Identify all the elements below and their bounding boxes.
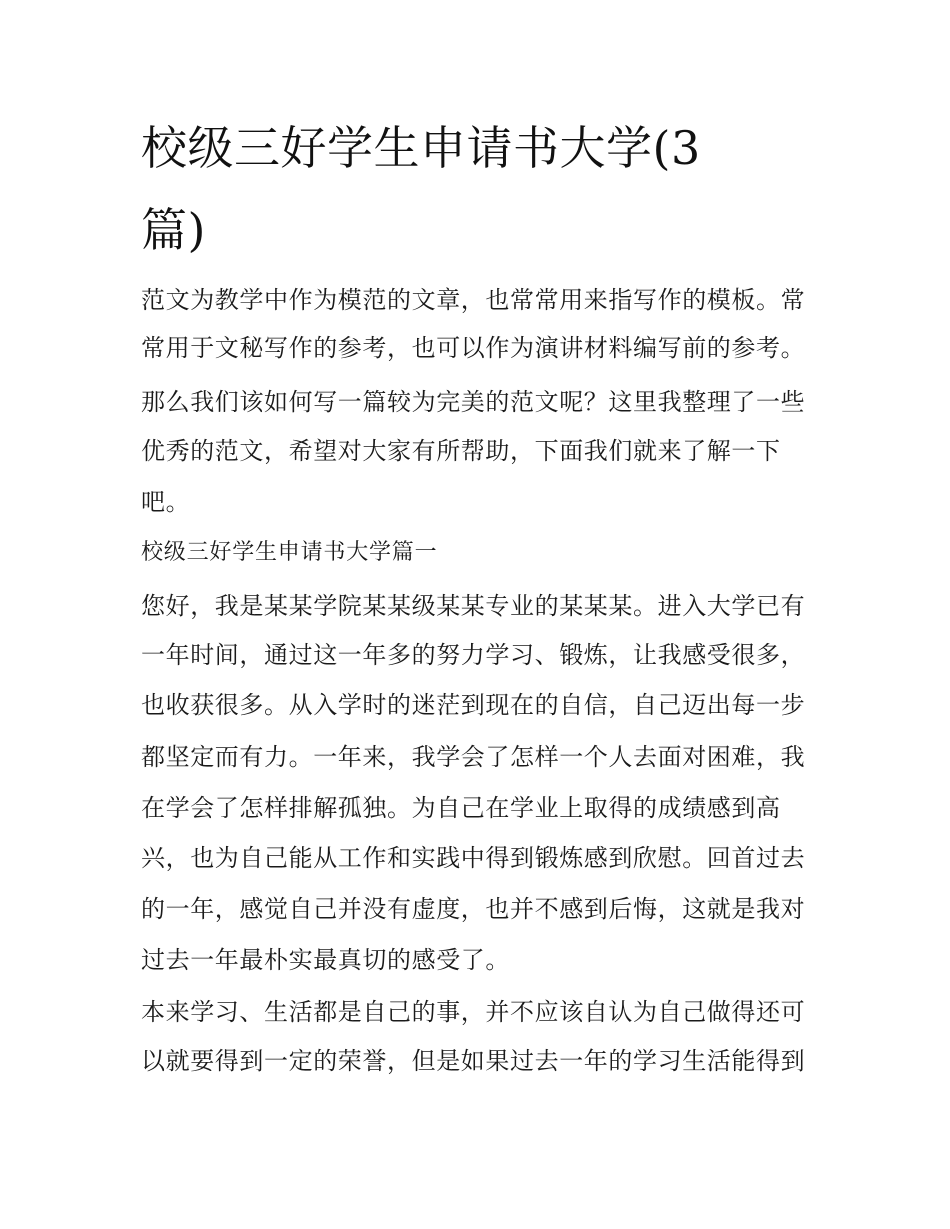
paragraph1-line-4: 都坚定而有力。一年来，我学会了怎样一个人去面对困难，我 bbox=[141, 743, 806, 771]
paragraph2-line-1: 本来学习、生活都是自己的事，并不应该自认为自己做得还可 bbox=[141, 998, 806, 1026]
paragraph1-line-3: 也收获很多。从入学时的迷茫到现在的自信，自己迈出每一步 bbox=[141, 691, 806, 719]
paragraph1-line-8: 过去一年最朴实最真切的感受了。 bbox=[141, 946, 510, 974]
intro-line-5: 吧。 bbox=[141, 488, 191, 516]
document-title-line-1: 校级三好学生申请书大学(3 bbox=[141, 121, 701, 175]
intro-line-2: 常用于文秘写作的参考，也可以作为演讲材料编写前的参考。 bbox=[141, 334, 806, 362]
intro-line-1: 范文为教学中作为模范的文章，也常常用来指写作的模板。常 bbox=[141, 286, 806, 314]
paragraph1-line-5: 在学会了怎样排解孤独。为自己在学业上取得的成绩感到高 bbox=[141, 794, 781, 822]
paragraph2-line-2: 以就要得到一定的荣誉，但是如果过去一年的学习生活能得到 bbox=[141, 1047, 806, 1075]
section-heading: 校级三好学生申请书大学篇一 bbox=[141, 540, 438, 565]
paragraph1-line-7: 的一年，感觉自己并没有虚度，也并不感到后悔，这就是我对 bbox=[141, 895, 806, 923]
paragraph1-line-2: 一年时间，通过这一年多的努力学习、锻炼，让我感受很多， bbox=[141, 641, 806, 669]
intro-line-4: 优秀的范文，希望对大家有所帮助，下面我们就来了解一下 bbox=[141, 437, 781, 465]
paragraph1-line-6: 兴，也为自己能从工作和实践中得到锻炼感到欣慰。回首过去 bbox=[141, 844, 806, 872]
document-title-line-2: 篇) bbox=[141, 203, 206, 257]
intro-line-3: 那么我们该如何写一篇较为完美的范文呢？这里我整理了一些 bbox=[141, 388, 806, 416]
paragraph1-line-1: 您好，我是某某学院某某级某某专业的某某某。进入大学已有 bbox=[141, 592, 806, 620]
